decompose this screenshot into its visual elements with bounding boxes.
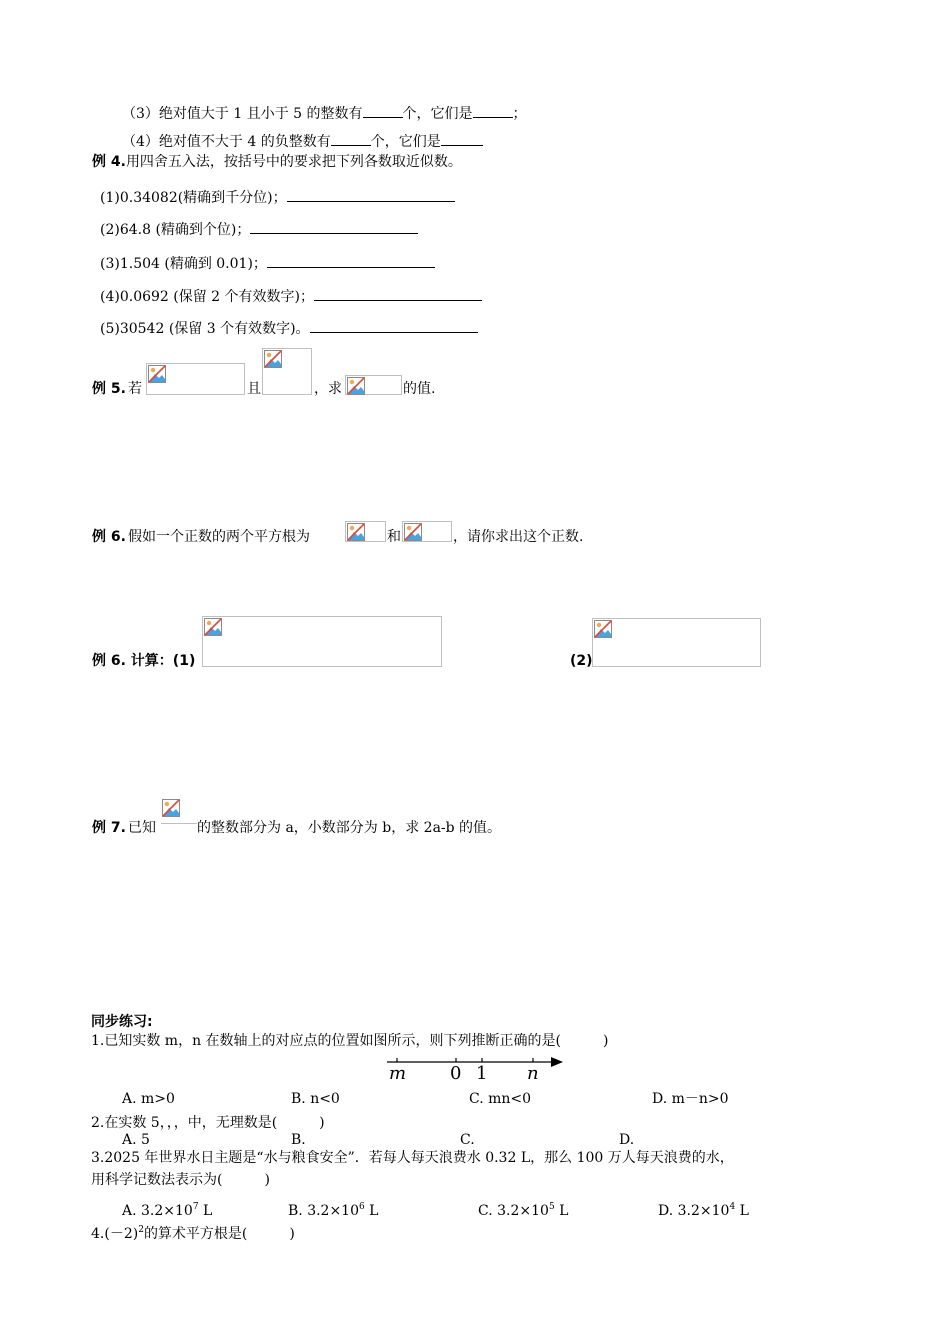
ex4-item-4: (4)0.0692 (保留 2 个有效数字)； [100, 286, 482, 307]
q2-option-b[interactable]: B. [291, 1132, 306, 1148]
image-placeholder-icon [162, 799, 180, 817]
ex3-item4: （4）绝对值不大于 4 的负整数有 个，它们是 [122, 131, 483, 152]
q3-option-c[interactable]: C. $3.2\times 10^5$ L [478, 1202, 569, 1219]
ex5-text: 的值. [403, 381, 436, 397]
ex4-item-5: (5)30542 (保留 3 个有效数字)。 [100, 318, 478, 339]
answer-blank[interactable] [473, 103, 513, 118]
image-placeholder-icon [347, 377, 365, 395]
ex4-item-1: (1)0.34082(精确到千分位)； [100, 187, 455, 208]
image-placeholder-icon [148, 365, 166, 383]
ex6-compute-label: 例 6. 计算：(1) [92, 653, 196, 669]
ex6-text: 假如一个正数的两个平方根为 [128, 529, 310, 545]
formula-image [146, 363, 245, 395]
q1-text: 1.已知实数 m，n 在数轴上的对应点的位置如图所示，则下列推断正确的是( ) [91, 1033, 609, 1049]
image-placeholder-icon [404, 523, 422, 541]
formula-image [402, 521, 452, 542]
answer-blank[interactable] [267, 253, 435, 268]
q1-option-d[interactable]: D. m－n>0 [652, 1091, 729, 1107]
q3-text-line2: 用科学记数法表示为( ) [91, 1172, 270, 1188]
ex7-text: 的整数部分为 a，小数部分为 b，求 2a-b 的值。 [197, 820, 502, 836]
q4-text: $4.(-2)^2$的算术平方根是( ) [91, 1225, 295, 1242]
formula-image [345, 375, 402, 395]
axis-label-n: n [527, 1063, 539, 1084]
ex4-item-3: (3)1.504 (精确到 0.01)； [100, 253, 435, 274]
axis-label-zero: 0 [450, 1063, 462, 1084]
image-placeholder-icon [204, 618, 222, 636]
ex5-text: 若 [128, 381, 142, 397]
ex5-text: ，求 [314, 381, 342, 397]
answer-blank[interactable] [287, 187, 455, 202]
ex7-text: 已知 [128, 820, 156, 836]
q1-option-c[interactable]: C. mn<0 [469, 1091, 532, 1107]
ex7-label: 例 7. [92, 820, 126, 836]
ex6-label: 例 6. [92, 529, 126, 545]
image-placeholder-icon [347, 523, 365, 541]
answer-blank[interactable] [310, 318, 478, 333]
answer-blank[interactable] [250, 219, 418, 234]
q2-text: 2.在实数 5，，，中，无理数是( ) [91, 1115, 325, 1131]
formula-image [345, 521, 386, 542]
ex6-compute-part2: (2) [570, 653, 593, 669]
formula-image [161, 798, 197, 824]
image-placeholder-icon [594, 620, 612, 638]
ex3-item3: （3）绝对值大于 1 且小于 5 的整数有 个，它们是 ； [122, 103, 527, 124]
ex6-text: 和 [387, 529, 401, 545]
answer-blank[interactable] [314, 286, 482, 301]
q3-text-line1: 3.2025 年世界水日主题是“水与粮食安全”．若每人每天浪费水 0.32 L，那么 100 万人每天浪费的水， [91, 1150, 734, 1166]
ex5-text: 且 [247, 381, 261, 397]
q3-option-a[interactable]: A. $3.2\times 10^7$ L [122, 1202, 213, 1219]
q3-option-b[interactable]: B. $3.2\times 10^6$ L [288, 1202, 379, 1219]
formula-image [592, 618, 761, 667]
arrow-head-icon [551, 1057, 563, 1067]
q1-option-b[interactable]: B. n<0 [291, 1091, 340, 1107]
answer-blank[interactable] [363, 103, 403, 118]
formula-image [202, 616, 442, 667]
q3-option-d[interactable]: D. $3.2\times 10^4$ L [658, 1202, 749, 1219]
q2-option-c[interactable]: C. [460, 1132, 475, 1148]
formula-image [262, 348, 312, 395]
answer-blank[interactable] [331, 131, 371, 146]
q2-option-d[interactable]: D. [619, 1132, 635, 1148]
practice-heading: 同步练习: [91, 1014, 153, 1030]
axis-label-m: m [389, 1063, 407, 1084]
q2-option-a[interactable]: A. 5 [122, 1132, 150, 1148]
ex6-text: ，请你求出这个正数. [453, 529, 584, 545]
axis-label-one: 1 [476, 1063, 488, 1084]
image-placeholder-icon [264, 350, 282, 368]
answer-blank[interactable] [441, 131, 483, 146]
q1-option-a[interactable]: A. m>0 [122, 1091, 175, 1107]
ex4-title: 例 4.用四舍五入法，按括号中的要求把下列各数取近似数。 [92, 154, 462, 170]
ex5-label: 例 5. [92, 381, 126, 397]
ex4-item-2: (2)64.8 (精确到个位)； [100, 219, 418, 240]
